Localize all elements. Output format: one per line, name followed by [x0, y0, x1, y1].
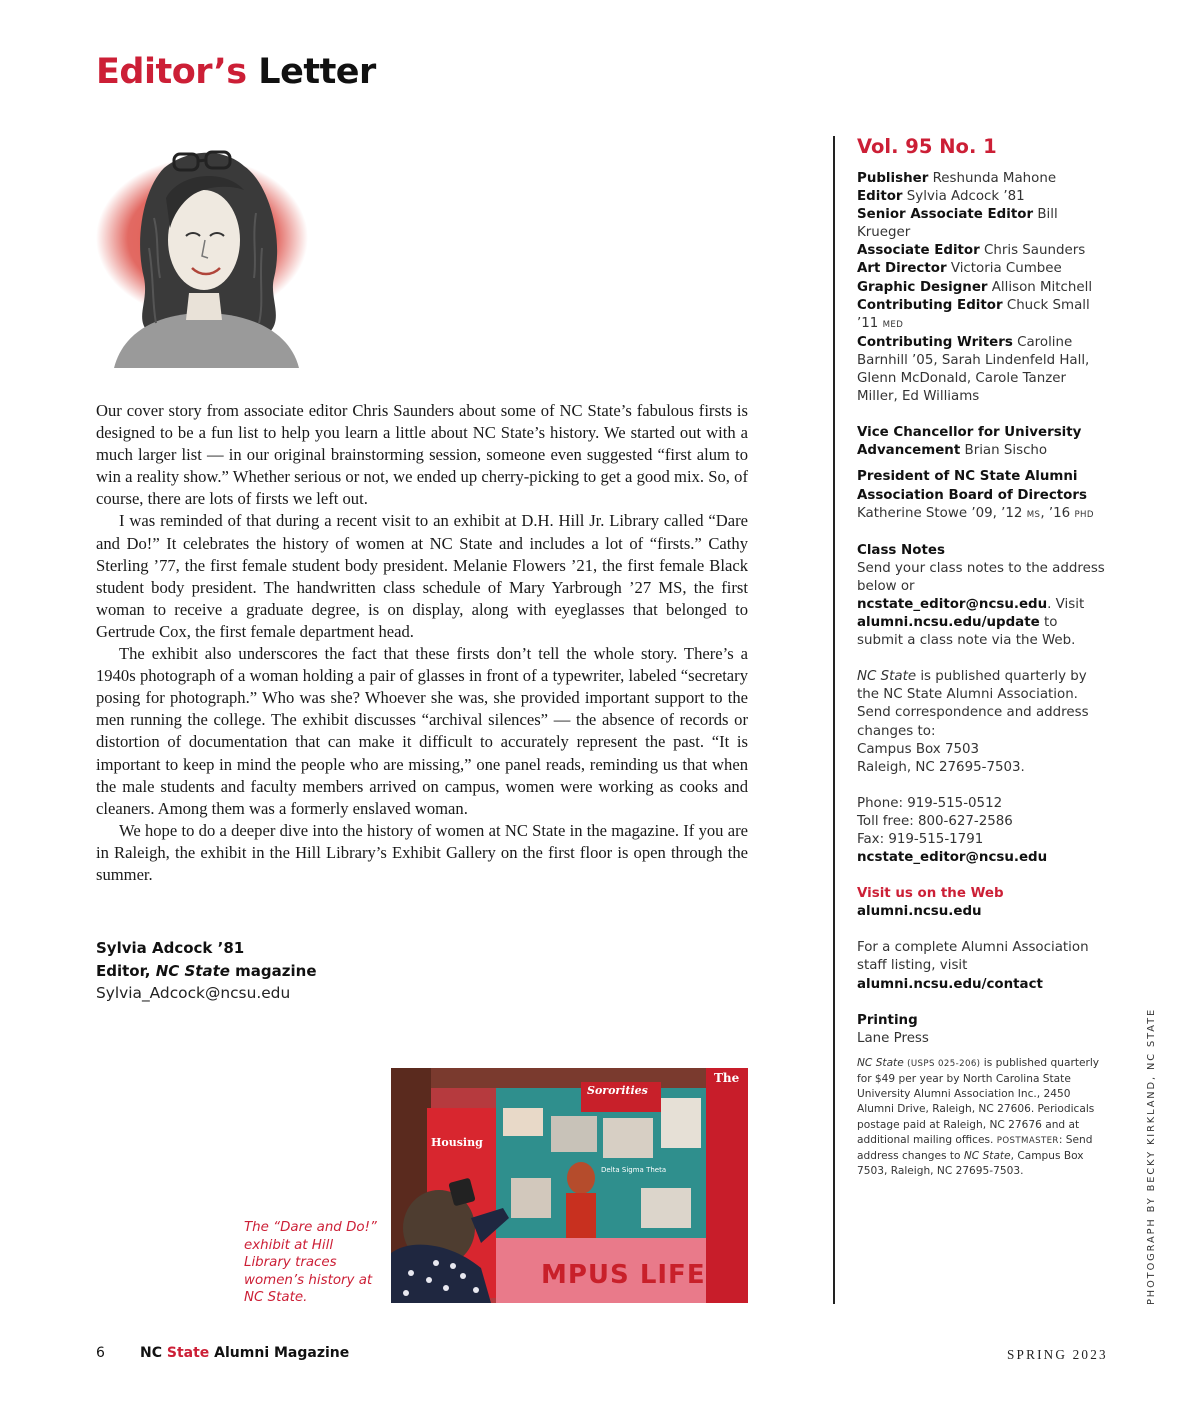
fine-pub-name-2: NC State — [963, 1150, 1011, 1163]
signature-name: Sylvia Adcock ’81 — [96, 939, 245, 957]
class-notes-text — [857, 560, 1107, 650]
exhibit-panel-housing: Housing — [431, 1136, 483, 1149]
printer-name: Lane Press — [857, 1030, 929, 1046]
class-notes-heading: Class Notes — [857, 542, 945, 558]
address-line-1: Campus Box 7503 — [857, 741, 980, 757]
staff-role: Publisher — [857, 171, 929, 186]
editor-portrait-illustration — [94, 128, 334, 368]
class-notes-text-1: Send your class notes to the address below or — [857, 560, 1105, 594]
staff-contributing-writers — [857, 334, 1107, 406]
staff-name: Victoria Cumbee — [950, 261, 1062, 277]
class-notes-text-2: . Visit — [1047, 596, 1085, 612]
staff-name: Sylvia Adcock ’81 — [906, 189, 1025, 205]
president-degree-phd: PHD — [1074, 509, 1094, 520]
staff-graphic-designer — [857, 279, 1107, 297]
staff-name: Chuck Small ’11 — [857, 297, 1090, 331]
masthead — [857, 136, 1107, 1179]
president-name: Katherine Stowe ’09, ’12 — [857, 505, 1023, 521]
staff-role: Art Director — [857, 261, 947, 277]
address-line-2: Raleigh, NC 27695-7503. — [857, 759, 1025, 775]
class-notes-text-3: to submit a class note via the Web. — [857, 615, 1076, 649]
column-divider — [833, 136, 835, 1304]
signature-title — [96, 960, 317, 983]
staff-art-director — [857, 260, 1107, 278]
fine-usps: (USPS 025-206) — [907, 1058, 981, 1069]
printing-heading: Printing — [857, 1012, 918, 1028]
president-role: President of NC State Alumni Association Board of Directors — [857, 469, 1087, 503]
letter-paragraph-3: The exhibit also underscores the fact that these firsts don’t tell the whole story. There’s a 1940s photograph of a woman holding a pair of glasses in front of a typewriter, labeled “secretary posing for photograph.” Who was she? Whoever she was, she provided important support to the men running the college. The exhibit discusses “archival silences” — the absence of records or distortion of documentation that can make it difficult to accurately represent the past. “It is important to keep in mind the people who are missing,” one panel reads, reminding us that when the male students and faculty members arrived on campus, women were working as cooks and cleaners. Among them was a formerly enslaved woman. — [96, 644, 748, 818]
staff-associate-editor — [857, 242, 1107, 260]
fax: Fax: 919-515-1791 — [857, 832, 984, 847]
staff-name: Reshunda Mahone — [932, 171, 1057, 186]
president-degree-ms: MS — [1026, 509, 1041, 520]
exhibit-panel-the: The — [714, 1071, 740, 1085]
exhibit-photo — [391, 1068, 748, 1303]
magazine-name — [140, 1345, 349, 1361]
signature-title-publication: NC State — [155, 961, 230, 980]
toll-free: Toll free: 800-627-2586 — [857, 813, 1013, 829]
web-heading: Visit us on the Web — [857, 886, 1004, 902]
staff-name: Allison Mitchell — [991, 279, 1093, 295]
staff-role: Editor — [857, 189, 903, 205]
page-title-black: Letter — [258, 52, 376, 92]
signature-title-prefix: Editor, — [96, 961, 156, 980]
page-title-red: Editor’s — [96, 52, 247, 92]
staff-listing-text — [857, 939, 1107, 993]
fine-pub-name: NC State — [857, 1056, 904, 1069]
staff-listing-link[interactable]: alumni.ncsu.edu/contact — [857, 976, 1043, 992]
vc-role: Vice Chancellor for University Advancement — [857, 425, 1082, 459]
vc-name: Brian Sischo — [964, 443, 1048, 459]
staff-publisher — [857, 170, 1107, 188]
staff-role: Contributing Editor — [857, 297, 1003, 313]
phone: Phone: 919-515-0512 — [857, 795, 1003, 811]
publication-info — [857, 668, 1107, 740]
signature-title-suffix: magazine — [229, 961, 317, 980]
fine-text-3: , Campus Box 7503, Raleigh, NC 27695-7503. — [857, 1150, 1084, 1178]
staff-name: Bill Krueger — [857, 207, 1058, 241]
page-number: 6 — [96, 1345, 105, 1361]
letter-paragraph-4: We hope to do a deeper dive into the history of women at NC State in the magazine. If you are in Raleigh, the exhibit in the Hill Library’s Exhibit Gallery on the first floor is open through the summer. — [96, 820, 748, 884]
exhibit-panel-delta: Delta Sigma Theta — [601, 1166, 667, 1174]
staff-name: Caroline Barnhill ’05, Sarah Lindenfeld Hall, Glenn McDonald, Carole Tanzer Miller, Ed Williams — [857, 334, 1090, 405]
staff-degree: MED — [882, 319, 904, 330]
staff-name: Chris Saunders — [984, 243, 1086, 259]
letter-paragraph-2: I was reminded of that during a recent visit to an exhibit at D.H. Hill Jr. Library called “Dare and Do!” It celebrates the history of women at NC State and includes a lot of “firsts.” Cathy Sterling ’77, the first female student body president. Melanie Flowers ’21, the first female Black student body president. The handwritten class schedule of Mary Yarbrough ’27 MS, the first woman to receive a graduate degree, is on display, along with eyeglasses that belonged to Gertrude Cox, the first female department head. — [96, 511, 748, 641]
signature-block — [96, 937, 317, 1005]
photo-caption: The “Dare and Do!” exhibit at Hill Library traces women’s history at NC State. — [244, 1220, 377, 1306]
staff-role: Contributing Writers — [857, 334, 1013, 350]
letter-paragraph-1: Our cover story from associate editor Chris Saunders about some of NC State’s fabulous firsts is designed to be a fun list to help you learn a little about NC State’s history. We started out with a much larger list — in our original brainstorming session, someone even suggested “first alum to win a reality show.” Whether serious or not, we ended up cherry-picking to get a good mix. So, of course, there are lots of firsts we left out. — [96, 401, 748, 509]
staff-role: Graphic Designer — [857, 279, 988, 295]
president-mid: , ’16 — [1040, 505, 1071, 521]
volume-number: Vol. 95 No. 1 — [857, 135, 997, 158]
staff-role: Senior Associate Editor — [857, 207, 1034, 223]
staff-role: Associate Editor — [857, 243, 980, 259]
magazine-name-nc: NC — [140, 1345, 167, 1361]
postal-fine-print — [857, 1056, 1107, 1180]
signature-email[interactable]: Sylvia_Adcock@ncsu.edu — [96, 984, 291, 1002]
magazine-name-rest: Alumni Magazine — [209, 1345, 350, 1361]
letter-body — [96, 400, 748, 886]
class-notes-link[interactable]: alumni.ncsu.edu/update — [857, 615, 1040, 631]
vice-chancellor — [857, 424, 1107, 460]
magazine-name-state: State — [166, 1345, 210, 1361]
staff-contributing-editor — [857, 297, 1107, 334]
exhibit-panel-sororities: Sororities — [587, 1084, 648, 1097]
staff-senior-associate-editor — [857, 206, 1107, 242]
fine-text-2: : Send address changes to — [857, 1133, 1093, 1163]
staff-editor — [857, 188, 1107, 206]
fine-postmaster: POSTMASTER — [996, 1135, 1059, 1146]
contact-email[interactable]: ncstate_editor@ncsu.edu — [857, 850, 1048, 866]
fine-text: is published quarterly for $49 per year by North Carolina State University Alumni Association Inc., 2450 Alumni Drive, Raleigh, NC 27606. Periodicals postage paid at Raleigh, NC 27676 and at additional mailing offices. — [857, 1056, 1100, 1146]
issue-season: SPRING 2023 — [1007, 1347, 1108, 1362]
publication-name: NC State — [857, 669, 917, 685]
photo-credit: PHOTOGRAPH BY BECKY KIRKLAND, NC STATE — [1146, 1007, 1157, 1305]
publication-text: is published quarterly by the NC State Alumni Association. Send correspondence and address changes to: — [857, 669, 1089, 739]
association-president — [857, 468, 1107, 523]
web-link[interactable]: alumni.ncsu.edu — [857, 904, 982, 920]
exhibit-panel-campus-life: MPUS LIFE — [541, 1260, 706, 1290]
staff-listing-prefix: For a complete Alumni Association staff listing, visit — [857, 940, 1089, 974]
class-notes-email[interactable]: ncstate_editor@ncsu.edu — [857, 596, 1048, 612]
page-title — [96, 52, 376, 92]
